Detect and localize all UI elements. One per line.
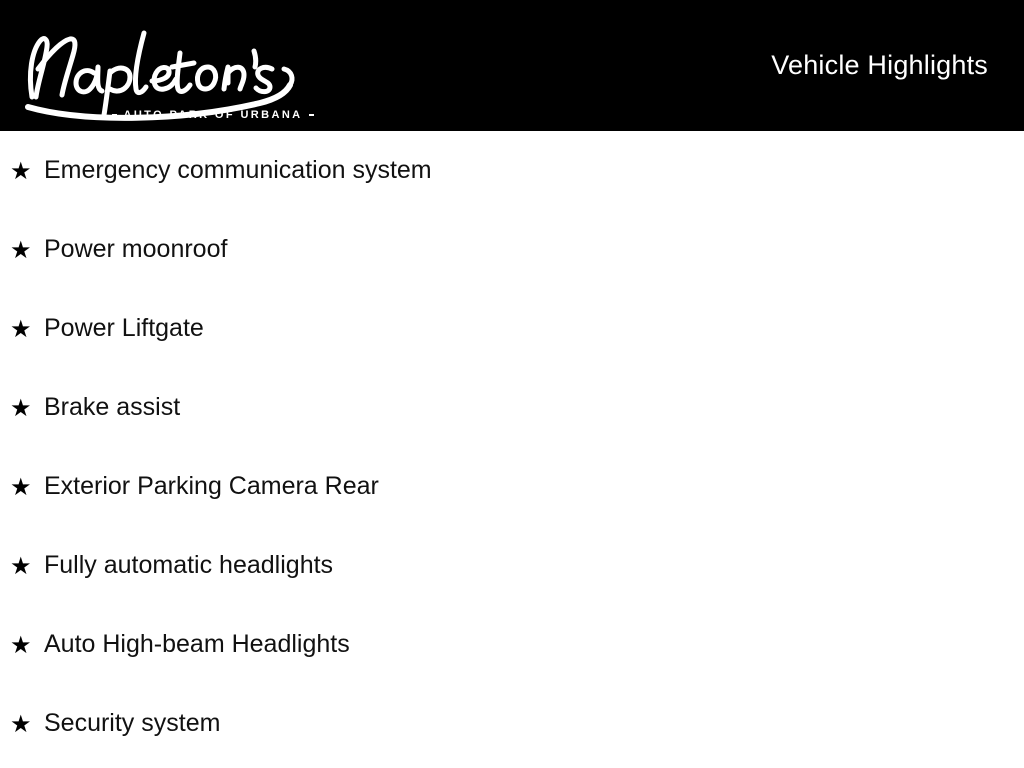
list-item (0, 289, 1024, 368)
highlight-label: Power Liftgate (44, 313, 204, 342)
page-title: Vehicle Highlights (771, 50, 988, 80)
star-icon: ★ (10, 710, 32, 738)
logo-rule-left (112, 114, 117, 116)
highlight-label: Power moonroof (44, 234, 228, 263)
star-icon: ★ (10, 394, 32, 422)
highlight-label: Fully automatic headlights (44, 550, 334, 579)
star-icon: ★ (10, 473, 32, 501)
star-icon: ★ (10, 631, 32, 659)
list-item (0, 210, 1024, 289)
list-item (0, 605, 1024, 684)
napletons-logo-icon (14, 11, 304, 123)
star-icon: ★ (10, 157, 32, 185)
list-item (0, 131, 1024, 210)
star-icon: ★ (10, 236, 32, 264)
dealer-logo (14, 7, 314, 125)
list-item (0, 447, 1024, 526)
highlight-label: Exterior Parking Camera Rear (44, 471, 379, 500)
star-icon: ★ (10, 552, 32, 580)
highlight-label: Security system (44, 708, 221, 737)
list-item (0, 526, 1024, 605)
list-item (0, 684, 1024, 763)
list-item (0, 368, 1024, 447)
logo-subtitle: AUTO PARK OF URBANA (123, 108, 303, 121)
highlight-label: Brake assist (44, 392, 181, 421)
vehicle-highlights-list (0, 131, 1024, 763)
highlight-label: Emergency communication system (44, 155, 432, 184)
page-header (0, 0, 1024, 131)
highlight-label: Auto High-beam Headlights (44, 629, 350, 658)
star-icon: ★ (10, 315, 32, 343)
logo-rule-right (309, 114, 314, 116)
